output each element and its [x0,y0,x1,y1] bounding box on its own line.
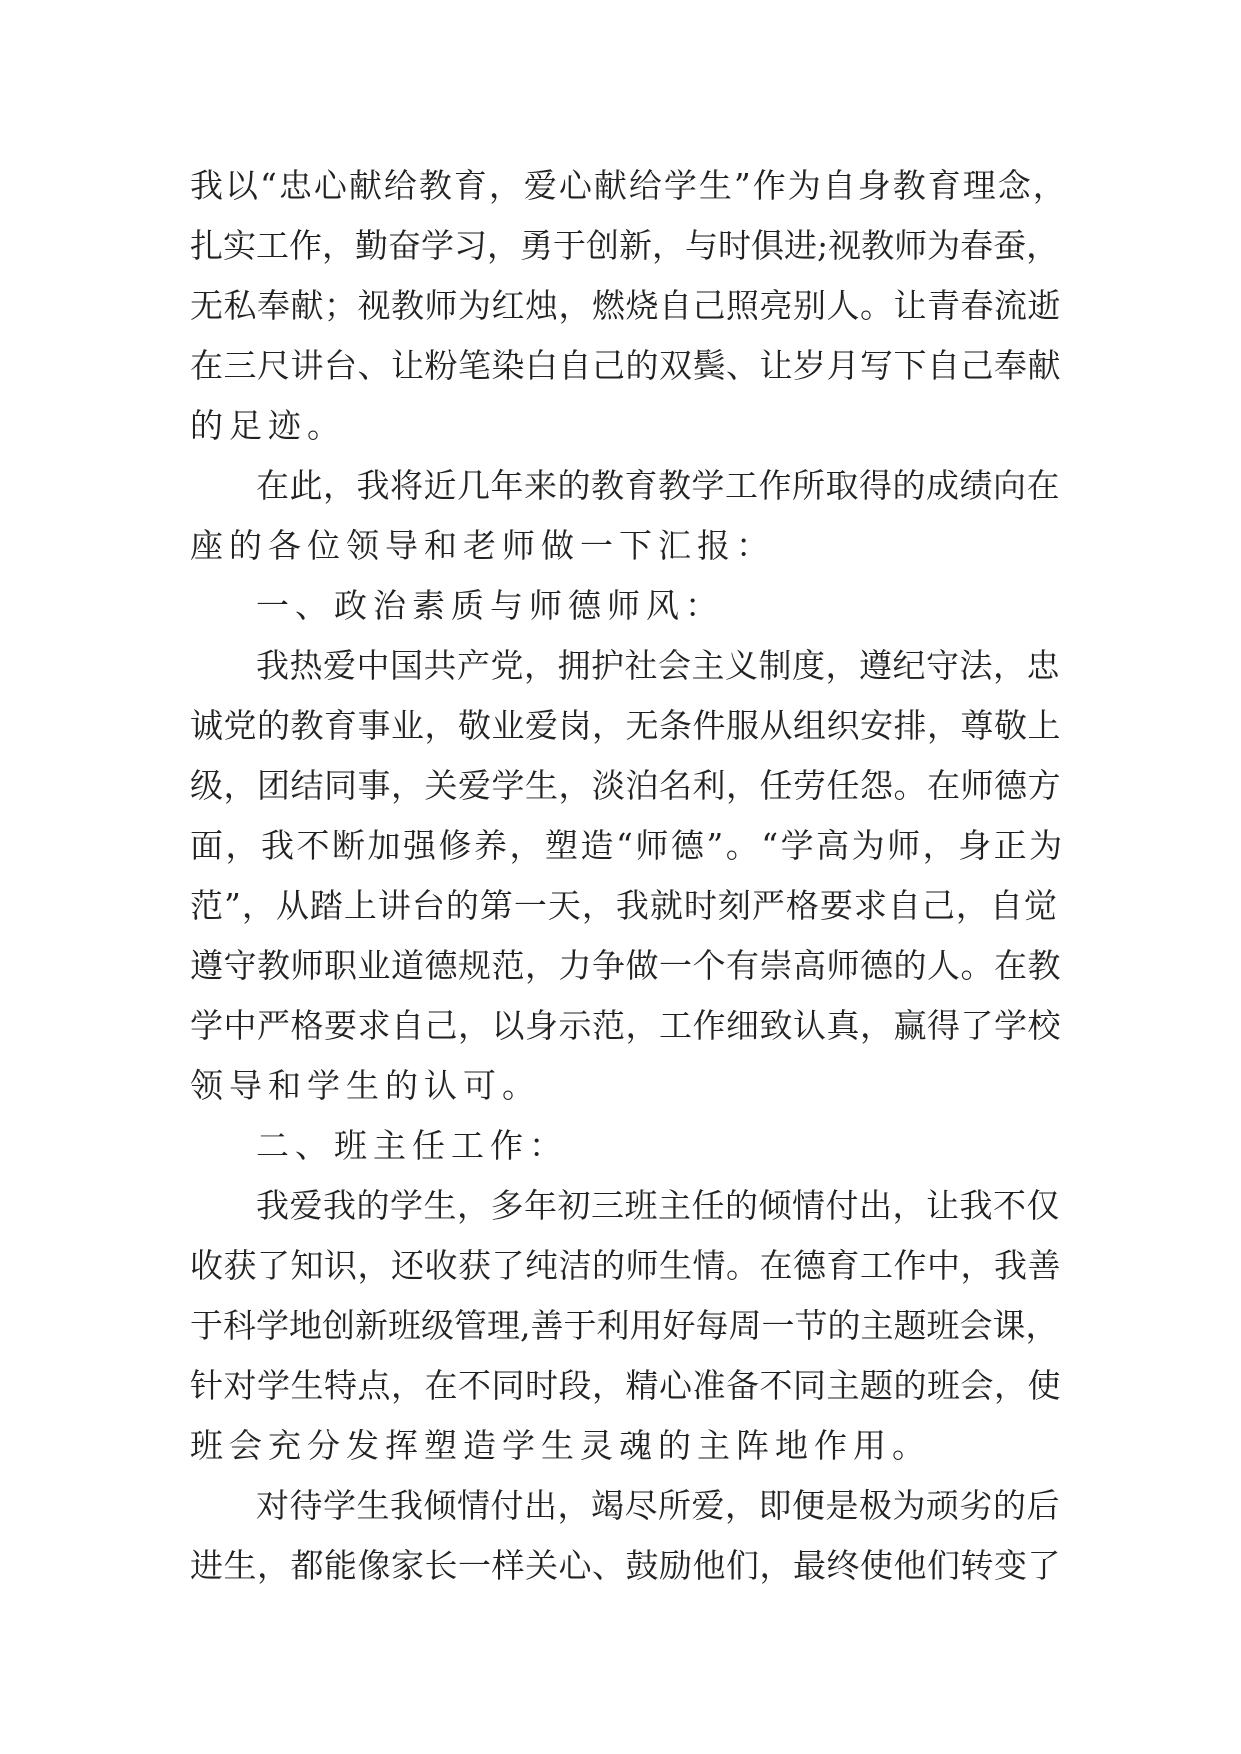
text-line: 收获了知识，还收获了纯洁的师生情。在德育工作中，我善 [190,1246,1061,1285]
text-line: 扎实工作，勤奋学习，勇于创新，与时俱进;视教师为春蚕， [190,226,1060,265]
section-heading: 一、政治素质与师德师风： [256,586,724,625]
paragraph-start-line: 我热爱中国共产党，拥护社会主义制度，遵纪守法，忠 [256,646,1060,685]
text-line: 座的各位领导和老师做一下汇报： [190,526,775,565]
section-heading: 二、班主任工作： [256,1126,568,1165]
text-line: 无私奉献；视教师为红烛，燃烧自己照亮别人。让青春流逝 [190,286,1061,325]
text-line: 班会充分发挥塑造学生灵魂的主阵地作用。 [190,1426,931,1465]
text-line: 的足迹。 [190,406,346,445]
paragraph-start-line: 对待学生我倾情付出，竭尽所爱，即便是极为顽劣的后 [256,1486,1060,1525]
text-line: 诚党的教育事业，敬业爱岗，无条件服从组织安排，尊敬上 [190,706,1061,745]
text-line: 范”，从踏上讲台的第一天，我就时刻严格要求自己，自觉 [190,886,1058,925]
text-line: 级，团结同事，关爱学生，淡泊名利，任劳任怨。在师德方 [190,766,1061,805]
text-line: 面，我不断加强修养，塑造“师德”。“学高为师，身正为 [190,826,1065,865]
paragraph-start-line: 在此，我将近几年来的教育教学工作所取得的成绩向在 [256,466,1060,505]
text-line: 遵守教师职业道德规范，力争做一个有崇高师德的人。在教 [190,946,1061,985]
text-line: 领导和学生的认可。 [190,1066,541,1105]
text-line: 我以“忠心献给教育，爱心献给学生”作为自身教育理念， [190,166,1068,205]
text-line: 学中严格要求自己，以身示范，工作细致认真，赢得了学校 [190,1006,1061,1045]
text-line: 进生，都能像家长一样关心、鼓励他们，最终使他们转变了 [190,1546,1061,1585]
text-line: 在三尺讲台、让粉笔染白自己的双鬓、让岁月写下自己奉献 [190,346,1061,385]
text-line: 于科学地创新班级管理,善于利用好每周一节的主题班会课， [190,1306,1059,1345]
text-line: 针对学生特点，在不同时段，精心准备不同主题的班会，使 [190,1366,1061,1405]
paragraph-start-line: 我爱我的学生，多年初三班主任的倾情付出，让我不仅 [256,1186,1060,1225]
body-text [190,156,1070,1596]
